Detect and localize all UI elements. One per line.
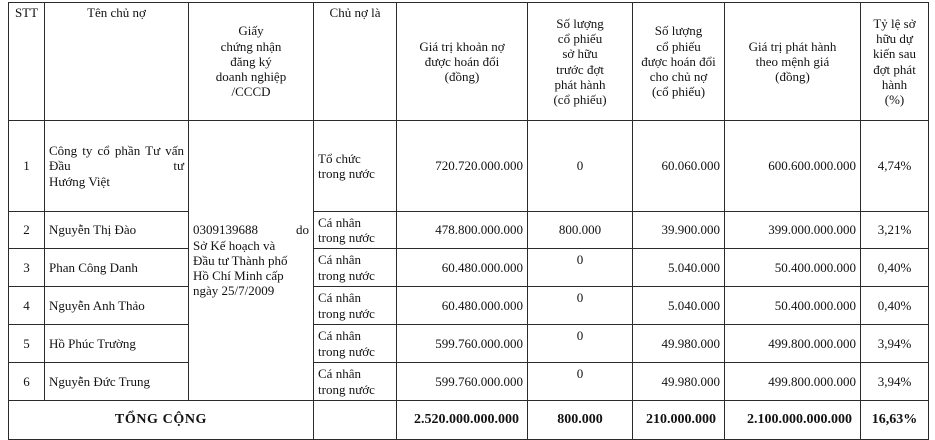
type-line: trong nước	[318, 230, 375, 245]
header-line: Giá trị phát hành	[748, 38, 837, 54]
creditor-swap-table	[8, 2, 929, 440]
creditor-type-block	[318, 328, 392, 358]
header-line: sở hữu	[562, 46, 598, 62]
cell-shares-swapped: 60.060.000	[633, 121, 725, 212]
header-line: được hoán đổi	[641, 53, 716, 69]
column-header-shares-swapped	[633, 3, 725, 121]
table-body	[9, 121, 929, 440]
cell-stt: 6	[9, 363, 45, 401]
type-line: Cá nhân	[318, 290, 361, 306]
header-line: STT	[14, 5, 39, 20]
header-line: đăng ký	[230, 53, 272, 69]
creditor-type-block	[318, 252, 392, 282]
cell-stt: 2	[9, 212, 45, 249]
type-line: trong nước	[318, 381, 375, 397]
table-row	[9, 363, 929, 401]
cell-issue-value: 499.800.000.000	[725, 325, 861, 363]
totals-shares-before: 800.000	[528, 401, 633, 440]
header-line: cổ phiếu	[656, 38, 701, 54]
creditor-type-block	[318, 215, 392, 245]
cell-debt-value: 599.760.000.000	[397, 363, 528, 401]
cell-stt: 4	[9, 287, 45, 325]
creditor-type-block	[318, 290, 392, 320]
cell-stt: 1	[9, 121, 45, 212]
cell-issue-value: 600.600.000.000	[725, 121, 861, 212]
cell-shares-before: 0	[528, 325, 633, 363]
type-line: trong nước	[318, 166, 375, 181]
cell-issue-value: 499.800.000.000	[725, 363, 861, 401]
cell-shares-before: 0	[528, 363, 633, 401]
cell-creditor-type	[314, 287, 397, 325]
cell-ownership-ratio: 0,40%	[861, 287, 929, 325]
cell-debt-value: 60.480.000.000	[397, 249, 528, 287]
cell-debt-value: 60.480.000.000	[397, 287, 528, 325]
cert-line: 0309139688 do	[193, 222, 309, 238]
type-line: trong nước	[318, 343, 375, 359]
header-line: cổ phiếu	[557, 31, 603, 47]
header-line: Chủ nợ là	[329, 5, 381, 20]
type-line: Tổ chức	[318, 150, 361, 166]
cell-debt-value: 720.720.000.000	[397, 121, 528, 212]
name-line: Tư vấn Đầu tư	[49, 143, 185, 174]
creditor-name-block	[49, 143, 184, 189]
totals-label: TỔNG CỘNG	[9, 401, 314, 440]
certificate-block	[193, 222, 309, 298]
header-line: Giá trị khoản nợ	[419, 38, 505, 54]
cell-shares-before: 0	[528, 121, 633, 212]
cell-creditor-type	[314, 363, 397, 401]
cell-issue-value: 399.000.000.000	[725, 212, 861, 249]
table-row	[9, 212, 929, 249]
cell-shares-before: 800.000	[528, 212, 633, 249]
cell-ownership-ratio: 3,21%	[861, 212, 929, 249]
header-line: cho chủ nợ	[649, 69, 708, 85]
cell-ownership-ratio: 0,40%	[861, 249, 929, 287]
cell-debt-value: 478.800.000.000	[397, 212, 528, 249]
header-line: được hoán đổi	[424, 53, 500, 69]
column-header-creditor-type	[314, 3, 397, 121]
header-row	[9, 3, 929, 121]
type-line: Cá nhân	[318, 328, 361, 344]
cell-shares-swapped: 5.040.000	[633, 287, 725, 325]
totals-ownership-ratio: 16,63%	[861, 401, 929, 440]
table-row	[9, 287, 929, 325]
header-line: đợt phát	[873, 61, 916, 77]
cell-creditor-type	[314, 121, 397, 212]
header-line: theo mệnh giá	[755, 53, 830, 69]
header-line: doanh nghiệp	[215, 69, 287, 85]
header-line: (đồng)	[444, 69, 480, 85]
header-line: kiến sau	[873, 46, 916, 62]
cert-line: Đầu tư Thành phố	[193, 252, 288, 268]
header-line: Giấy	[238, 23, 264, 39]
cell-ownership-ratio: 4,74%	[861, 121, 929, 212]
cell-shares-swapped: 49.980.000	[633, 363, 725, 401]
header-line: phát hành	[554, 76, 606, 92]
header-line: (cổ phiếu)	[651, 84, 706, 100]
cell-business-certificate	[189, 121, 314, 401]
cell-creditor-name: Hồ Phúc Trường	[45, 325, 189, 363]
header-line: (cổ phiếu)	[553, 91, 607, 107]
header-line: /CCCD	[231, 84, 271, 100]
header-line: hành	[881, 76, 908, 92]
totals-issue-value: 2.100.000.000.000	[725, 401, 861, 440]
table-row	[9, 249, 929, 287]
type-line: Cá nhân	[318, 214, 361, 230]
type-line: trong nước	[318, 267, 375, 283]
cell-ownership-ratio: 3,94%	[861, 325, 929, 363]
cell-shares-swapped: 5.040.000	[633, 249, 725, 287]
header-line: Số lượng	[556, 15, 604, 31]
cell-creditor-name: Phan Công Danh	[45, 249, 189, 287]
creditor-type-block	[318, 366, 392, 396]
cert-line: Sở Kế hoạch và	[193, 237, 276, 253]
table-row	[9, 121, 929, 212]
cert-line: ngày 25/7/2009	[193, 283, 275, 299]
type-line: trong nước	[318, 305, 375, 321]
cell-stt: 3	[9, 249, 45, 287]
column-header-debt-value	[397, 3, 528, 121]
cell-shares-swapped: 39.900.000	[633, 212, 725, 249]
column-header-business-certificate	[189, 3, 314, 121]
cell-stt: 5	[9, 325, 45, 363]
totals-debt-value: 2.520.000.000.000	[397, 401, 528, 440]
table-row	[9, 325, 929, 363]
type-line: Cá nhân	[318, 366, 361, 382]
column-header-stt	[9, 3, 45, 121]
name-line: Hướng Việt	[49, 173, 110, 189]
cell-shares-before: 0	[528, 287, 633, 325]
cell-creditor-name: Nguyễn Thị Đào	[45, 212, 189, 249]
header-line: Tên chủ nợ	[87, 5, 146, 20]
cell-creditor-type	[314, 212, 397, 249]
cert-line: Hồ Chí Minh cấp	[193, 268, 284, 284]
cell-creditor-name: Nguyễn Anh Thảo	[45, 287, 189, 325]
totals-row	[9, 401, 929, 440]
cell-issue-value: 50.400.000.000	[725, 287, 861, 325]
cell-creditor-type	[314, 249, 397, 287]
cell-ownership-ratio: 3,94%	[861, 363, 929, 401]
type-line: Cá nhân	[318, 252, 361, 268]
cell-debt-value: 599.760.000.000	[397, 325, 528, 363]
header-line: (%)	[884, 91, 905, 107]
totals-shares-swapped: 210.000.000	[633, 401, 725, 440]
column-header-creditor-name	[45, 3, 189, 121]
column-header-issue-value	[725, 3, 861, 121]
header-line: (đồng)	[775, 69, 810, 85]
creditor-type-block	[318, 151, 392, 181]
cell-creditor-name: Nguyễn Đức Trung	[45, 363, 189, 401]
cell-shares-swapped: 49.980.000	[633, 325, 725, 363]
cell-issue-value: 50.400.000.000	[725, 249, 861, 287]
cell-creditor-name	[45, 121, 189, 212]
table-header	[9, 3, 929, 121]
column-header-ownership-ratio	[861, 3, 929, 121]
totals-creditor-type	[314, 401, 397, 440]
header-line: trước đợt	[556, 61, 604, 77]
cell-shares-before: 0	[528, 249, 633, 287]
header-line: Tỷ lệ sở	[873, 15, 916, 31]
column-header-shares-before	[528, 3, 633, 121]
header-line: Số lượng	[654, 23, 703, 39]
cell-creditor-type	[314, 325, 397, 363]
header-line: hữu dự	[876, 31, 913, 47]
header-line: chứng nhận	[220, 38, 282, 54]
name-line: Công ty cổ phần	[49, 143, 141, 159]
